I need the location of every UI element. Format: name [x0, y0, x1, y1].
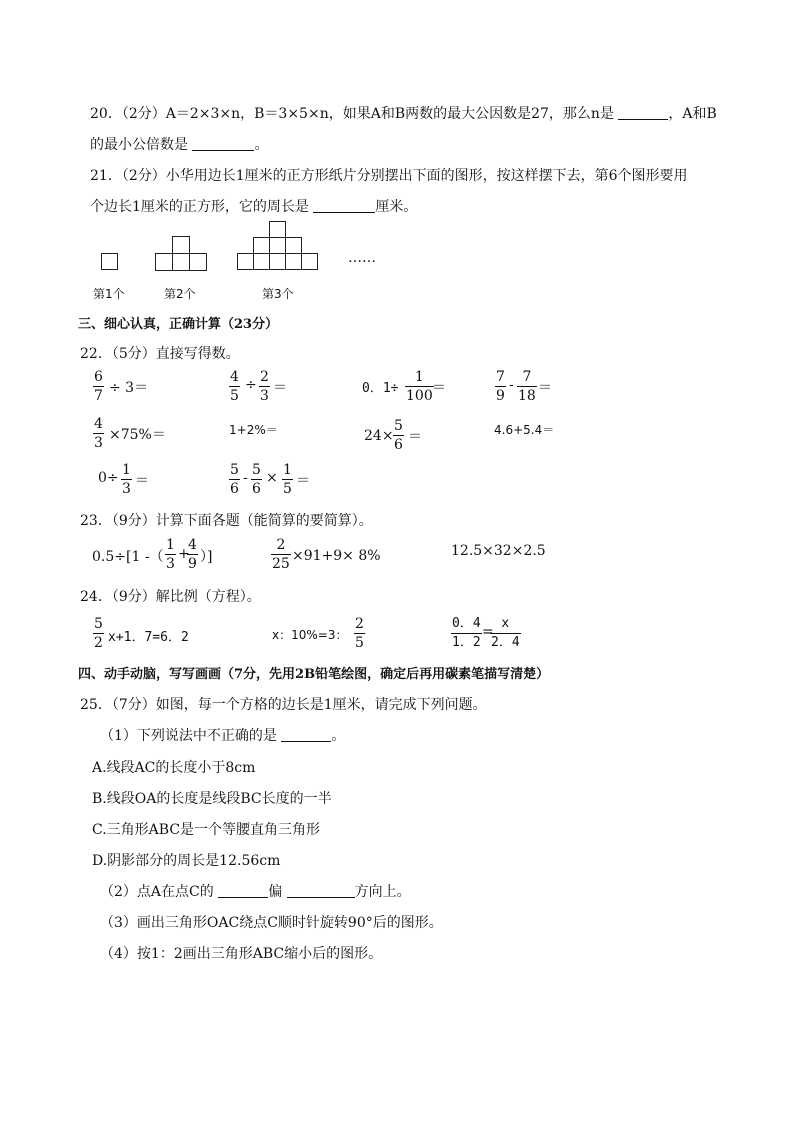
q20-text-lcm: 的最小公倍数是 [90, 137, 188, 153]
q22-frac-4-3: 4 3 [94, 416, 103, 451]
q23-e1-plus: + [178, 546, 190, 562]
q23-e2: ×91+9× 8% [292, 548, 381, 564]
q22-p4-op: - [509, 377, 514, 393]
q20-number: 20．（2分） [90, 106, 166, 122]
section4-heading: 四、动手动脑，写写画画（7分，先用2B铅笔绘图，确定后再用碳素笔描写清楚） [78, 667, 550, 682]
q22-p3-eq: ＝ [432, 380, 446, 396]
q23-e1-pre: 0.5÷[1 -（ [92, 549, 164, 565]
q22-frac-7-9: 7 9 [496, 369, 505, 404]
q22-p10-eq: ＝ [296, 473, 310, 489]
q22-p9-eq: ＝ [135, 473, 149, 489]
q22-p7-pre: 24× [364, 428, 394, 444]
q22-p9-pre: 0÷ [98, 470, 119, 486]
q22-p4-eq: ＝ [538, 380, 552, 396]
q22-frac-5-6-a: 5 6 [230, 462, 239, 497]
q20-line2 [90, 134, 268, 154]
q25-s2-blank-2[interactable] [287, 883, 355, 898]
q22-frac-1-3: 1 3 [122, 462, 131, 497]
q22-frac-2-3: 2 3 [260, 369, 269, 404]
q22-frac-5-6: 5 6 [394, 418, 403, 453]
q22-title: 22．（5分）直接写得数。 [80, 346, 240, 362]
q22-frac-4-5: 4 5 [230, 369, 239, 404]
q22-frac-6-7: 6 7 [94, 369, 103, 404]
q22-p8: 4.6+5.4＝ [494, 423, 555, 437]
q22-p1-op: ÷ 3＝ [109, 380, 149, 396]
q20-line1 [90, 103, 717, 123]
q25-s1-text: （1）下列说法中不正确的是 [100, 728, 277, 744]
q20-text: A＝2×3×n，B＝3×5×n，如果A和B两数的最大公因数是27，那么n是 [165, 106, 614, 122]
q22-p10-op1: - [243, 470, 248, 486]
q24-frac-5-2: 5 2 [94, 616, 103, 651]
q21-text: 个边长1厘米的正方形，它的周长是 [90, 199, 309, 215]
q25-s1-blank[interactable] [281, 727, 331, 742]
q22-p7-eq: ＝ [408, 429, 422, 445]
q25-s4: （4）按1：2画出三角形ABC缩小后的图形。 [100, 946, 383, 962]
q23-frac-2-25: 2 25 [272, 537, 290, 572]
q25-s1 [100, 725, 345, 745]
q25-title: 25．（7分）如图，每一个方格的边长是1厘米，请完成下列问题。 [80, 697, 487, 713]
q25-s2 [100, 881, 411, 901]
q25-s2-end: 方向上。 [354, 884, 411, 900]
q21-ellipsis: …… [348, 250, 376, 266]
q23-e1-post: ）] [200, 549, 213, 565]
q20-blank-n[interactable] [618, 105, 668, 120]
q22-frac-5-6-b: 5 6 [252, 462, 261, 497]
q24-title: 24．（9分）解比例（方程）。 [80, 589, 261, 605]
q25-s3: （3）画出三角形OAC绕点C顺时针旋转90°后的图形。 [100, 915, 443, 931]
q20-text-cont: ，A和B [668, 106, 717, 122]
q25-s2-blank-1[interactable] [218, 883, 268, 898]
q24-e2-pre: x：10%=3： [272, 628, 348, 642]
q25-option-d: D.阴影部分的周长是12.56cm [92, 853, 281, 869]
q23-frac-1-3: 1 3 [166, 537, 175, 572]
q23-e3: 12.5×32×2.5 [451, 543, 546, 559]
q25-option-b: B.线段OA的长度是线段BC长度的一半 [92, 791, 332, 807]
q21-line1: 21．（2分）小华用边长1厘米的正方形纸片分别摆出下面的图形，按这样摆下去，第6个图形要用 [90, 168, 688, 184]
q25-option-c: C.三角形ABC是一个等腰直角三角形 [92, 822, 321, 838]
q24-e1: x+1．7=6．2 [108, 630, 189, 645]
q25-option-a: A.线段AC的长度小于8cm [92, 760, 256, 776]
q21-blank-perimeter[interactable] [313, 198, 375, 213]
section3-heading: 三、细心认真，正确计算（23分） [78, 317, 279, 332]
q24-frac-x-24: x 2．4 [491, 616, 520, 650]
q21-figure-label-1: 第1个 [93, 287, 125, 301]
q22-p6: 1+2%＝ [229, 423, 278, 437]
q24-e3-eq: = [482, 624, 494, 640]
q24-frac-04-12: 0．4 1．2 [452, 616, 481, 650]
q23-frac-4-9: 4 9 [188, 537, 197, 572]
q21-line2 [90, 196, 417, 216]
q22-frac-1-5: 1 5 [283, 462, 292, 497]
q21-unit: 厘米。 [375, 199, 418, 215]
q24-frac-2-5: 2 5 [355, 616, 364, 651]
q22-p2-eq: ＝ [273, 380, 287, 396]
q21-figure-label-2: 第2个 [164, 287, 196, 301]
q22-frac-7-18: 7 18 [518, 369, 536, 404]
q25-s2-text: （2）点A在点C的 [100, 884, 214, 900]
q20-period: 。 [254, 137, 269, 153]
q22-frac-1-100: 1 100 [406, 369, 433, 404]
q22-p3-pre: 0．1÷ [362, 381, 399, 396]
q22-p10-op2: × [266, 470, 278, 486]
q25-s2-mid: 偏 [268, 884, 283, 900]
q22-p5-op: ×75%＝ [109, 427, 166, 443]
q22-p2-div: ÷ [245, 377, 257, 393]
q21-figure-label-3: 第3个 [262, 287, 294, 301]
q20-blank-lcm[interactable] [192, 136, 254, 151]
q23-title: 23．（9分）计算下面各题（能简算的要简算）。 [80, 513, 373, 529]
q25-s1-period: 。 [331, 728, 346, 744]
